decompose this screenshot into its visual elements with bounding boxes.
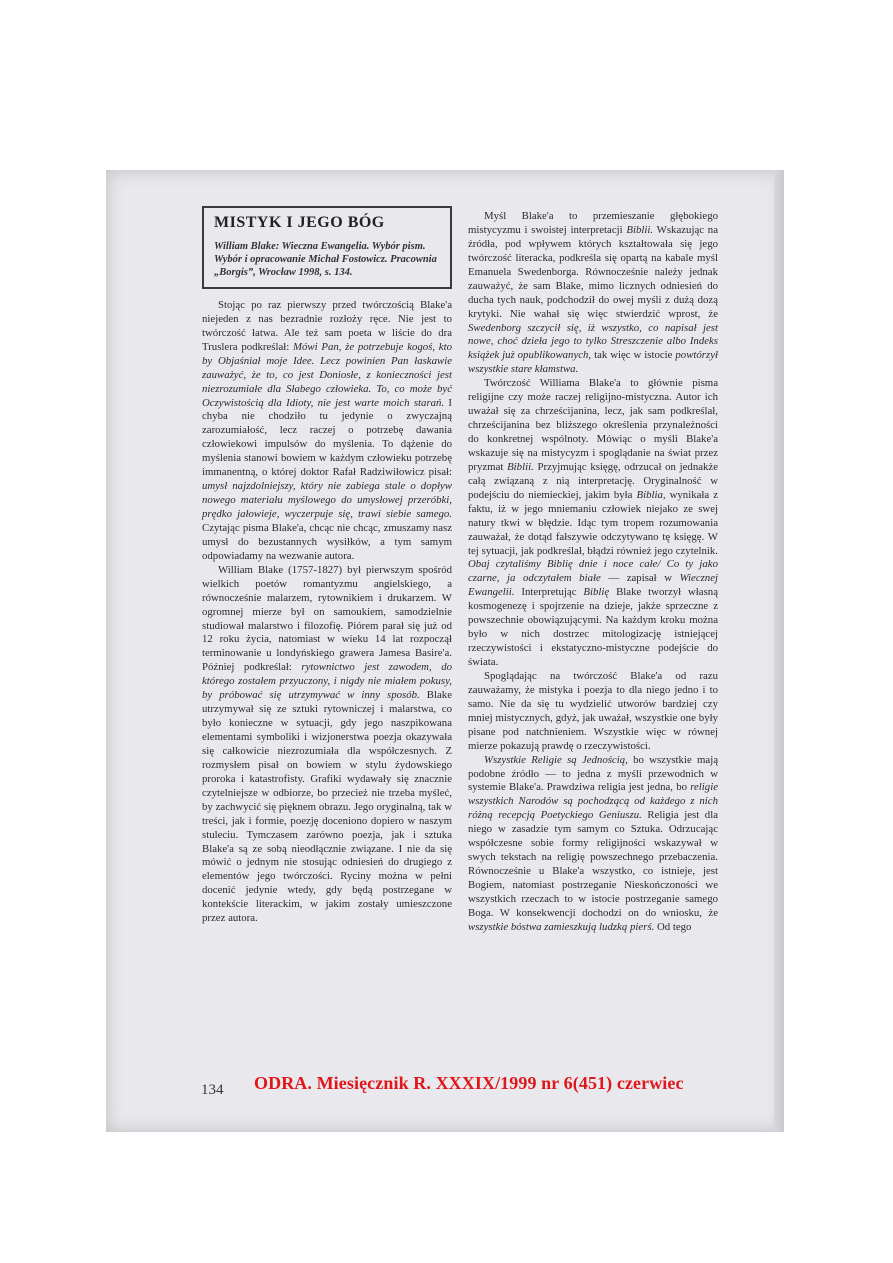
- source-footer: ODRA. Miesięcznik R. XXXIX/1999 nr 6(451) czerwiec: [254, 1073, 684, 1093]
- body-paragraph: [202, 299, 452, 564]
- article-title: MISTYK I JEGO BÓG: [214, 214, 385, 231]
- italic-quote: umysł najzdolniejszy, który nie zabiega stale o dopływ nowego materiału myślowego do umysłowej przeróbki, prędko jałowieje, wyczerpuje się, trawi siebie samego.: [202, 480, 452, 520]
- text-run: tak więc w istocie: [591, 349, 676, 362]
- italic-quote: rytownictwo jest zawodem, do którego zostałem przyuczony, i nigdy nie miałem pokusy, by próbować się utrzymywać w inny sposób.: [202, 661, 452, 702]
- body-paragraph: [468, 670, 718, 754]
- text-run: Od tego: [654, 920, 692, 933]
- text-run: William Blake (1757-1827) był pierwszym spośród wielkich poetów romantyzmu angielskiego, a równocześnie malarzem, rytownikiem i drukarzem. W ogromnej mierze był on samoukiem, samodzielnie studiował malarstwo i filozofię. Piórem parał się już od 12 roku życia, natomiast w wieku 14 lat rozpoczął terminowanie u londyńskiego grawera Jamesa Basire'a. Później podkreślał:: [202, 563, 452, 674]
- italic-quote: Wiecznej Ewangelii.: [468, 572, 718, 599]
- page-number: 134: [201, 1082, 224, 1098]
- text-run: bo wszystkie mają podobne źródło — to jedna z myśli przewodnich w systemie Blake'a. Prawdziwa religia jest jedna, bo: [468, 753, 718, 794]
- right-column: [468, 210, 718, 935]
- body-paragraph: [468, 377, 718, 670]
- italic-quote: Swedenborg szczycił się, iż wszystko, co napisał jest nowe, choć dzieła jego to tylko Streszczenie albo Indeks książek już opublikowanych,: [468, 321, 718, 362]
- text-run: Blake utrzymywał się ze sztuki rytowniczej i malarstwa, co było konieczne w sytuacji, gdy jego naszpikowana elementami symboliki i wizjonerstwa poezja okazywała się całkowicie niezrozumiała dla współczesnych. Z rozmysłem pisał on bowiem w stylu żydowskiego proroka i katastrofisty. Grafiki wydawały się znacznie czytelniejsze w odbiorze, bo przecież nie trzeba myśleć, by zachwycić się pięknem obrazu. Jego oryginalną, tak w treści, jak i formie, poezję doceniono dopiero w naszym stuleciu. Tymczasem zarówno poezja, jak i sztuka Blake'a są ze sobą nieodłącznie związane. I nie da się mówić o jednym nie stosując odniesień do drugiego z elementów jego twórczości. Ryciny można w pełni docenić jedynie wtedy, gdy będą postrzegane w kontekście literackim, w jakim zostały umieszczone przez autora.: [202, 689, 452, 925]
- text-run: — zapisał w: [600, 572, 680, 585]
- body-paragraph: [202, 564, 452, 926]
- text-run: wynikała z faktu, iż w jego mniemaniu człowiek niejako ze swej natury tkwi w błędzie. Idąc tym tropem rozumowania zauważał, że dotąd fałszywie odczytywano tę księgę. W tej sytuacji, jak podkreślał, błądzi również jego czytelnik.: [468, 488, 718, 557]
- text-run: Wskazując na źródła, pod wpływem których kształtowała się jego twórczość literacka, podkreśla się opartą na kabale myśl Emanuela Swedenborga. Równocześnie należy jednak zauważyć, że sam Blake, mimo licznych odniesień do ducha tych nauk, podchodził do owej myśli z dużą dozą krytyki. Nie wahał się więc stwierdzić wprost, że: [468, 223, 718, 320]
- review-header-box: [202, 206, 452, 289]
- text-run: Blake tworzył własną kosmogenezę i spojrzenie na dzieje, jakże sprzeczne z powszechnie obowiązującymi. Na każdym kroku można było w nich dostrzec mitologizację istniejącej rzeczywistości i ekstatyczno-mistyczne podejście do świata.: [468, 586, 718, 668]
- text-run: Stojąc po raz pierwszy przed twórczością Blake'a niejeden z nas bezradnie rozłoży ręce. Nie jest to twórczość łatwa. Ale też sam poeta w liście do dra Truslera podkreślał:: [202, 298, 452, 353]
- italic-quote: Obaj czytaliśmy Biblię dnie i noce całe/ Co ty jako czarne, ja odczytałem białe: [468, 558, 718, 585]
- italic-quote: wszystkie bóstwa zamieszkują ludzką pierś.: [468, 920, 655, 933]
- book-bibliography: William Blake: Wieczna Ewangelia. Wybór pism. Wybór i opracowanie Michał Fostowicz. Pracownia „Borgis”, Wrocław 1998, s. 134.: [214, 240, 437, 278]
- text-run: I chyba nie chodziło tu jedynie o zwyczajną zarozumiałość, lecz raczej o potrzebę dawania człowiekowi impulsów do myślenia. To dążenie do myślenia stanowi bowiem w każdym człowieku potrzebę immanentną, o której doktor Rafał Radziwiłowicz pisał:: [202, 396, 452, 479]
- italic-quote: Biblii.: [626, 223, 654, 236]
- text-run: Religia jest dla niego w zasadzie tym samym co Sztuka. Odrzucając współczesne sobie formy religijności wskazywał w swych tekstach na religię powszechnego przebaczenia. Równocześnie u Blake'a wszystko, co istnieje, jest Bogiem, natomiast postrzeganie Nieskończoności we wszystkich rzeczach to w istocie postrzeganie samego Boga. W konsekwencji dochodzi on do wniosku, że: [468, 809, 718, 919]
- body-paragraph: [468, 754, 718, 935]
- text-run: Przyjmując księgę, odrzucał on jednakże całą związaną z nią interpretację. Oryginalność w podejściu do niemieckiej, jakim była: [468, 460, 719, 501]
- scanned-page: [106, 170, 784, 1132]
- italic-quote: Biblia,: [636, 488, 666, 501]
- italic-quote: Mówi Pan, że potrzebuje kogoś, kto by Objaśniał moje Idee. Lecz powinien Pan łaskawie zauważyć, że to, co jest Doniosłe, z konieczności jest niezrozumiałe dla Słabego człowieka. To, co może być Oczywistością dla Idioty, nie jest warte moich starań.: [202, 340, 452, 409]
- body-paragraph: [468, 210, 718, 377]
- italic-quote: Biblii.: [507, 460, 534, 473]
- left-column: [202, 206, 452, 926]
- italic-quote: Wszystkie Religie są Jednością,: [484, 753, 628, 766]
- right-column-body: [468, 210, 718, 935]
- italic-quote: Biblię: [583, 586, 610, 599]
- italic-quote: powtórzył wszystkie stare kłamstwa.: [468, 349, 718, 376]
- text-run: Twórczość Williama Blake'a to głównie pisma religijne czy może raczej religijno-mistyczna. Autor ich uważał się za chrześcijanina, lecz, jak sam podkreślał, chrześcijanina bez bliższego określenia przynależności do konkretnej wspólnoty. Mówiąc o myśli Blake'a wskazuje się na mistycyzm i spoglądanie na świat przez pryzmat: [468, 377, 718, 473]
- text-run: Interpretując: [514, 586, 584, 599]
- left-column-body: [202, 299, 452, 926]
- text-run: Spoglądając na twórczość Blake'a od razu zauważamy, że mistyka i poezja to dla niego jedno i to samo. Nie da się tu wydzielić utworów bardziej czy mniej mistycznych, gdyż, jak uważał, wszystkie one były pisane pod natchnieniem. Wszystkie więc w równej mierze pokazują prawdę o rzeczywistości.: [468, 669, 718, 752]
- italic-quote: religie wszystkich Narodów są pochodzącą od każdego z nich różną recepcją Poetyckiego Geniuszu.: [468, 781, 718, 822]
- text-run: Myśl Blake'a to przemieszanie głębokiego mistycyzmu i swoistej interpretacji: [468, 210, 718, 236]
- text-run: Czytając pisma Blake'a, chcąc nie chcąc, zmuszamy nasz umysł do bezustannych wysiłków, a tym samym odpowiadamy na wezwanie autora.: [202, 521, 452, 562]
